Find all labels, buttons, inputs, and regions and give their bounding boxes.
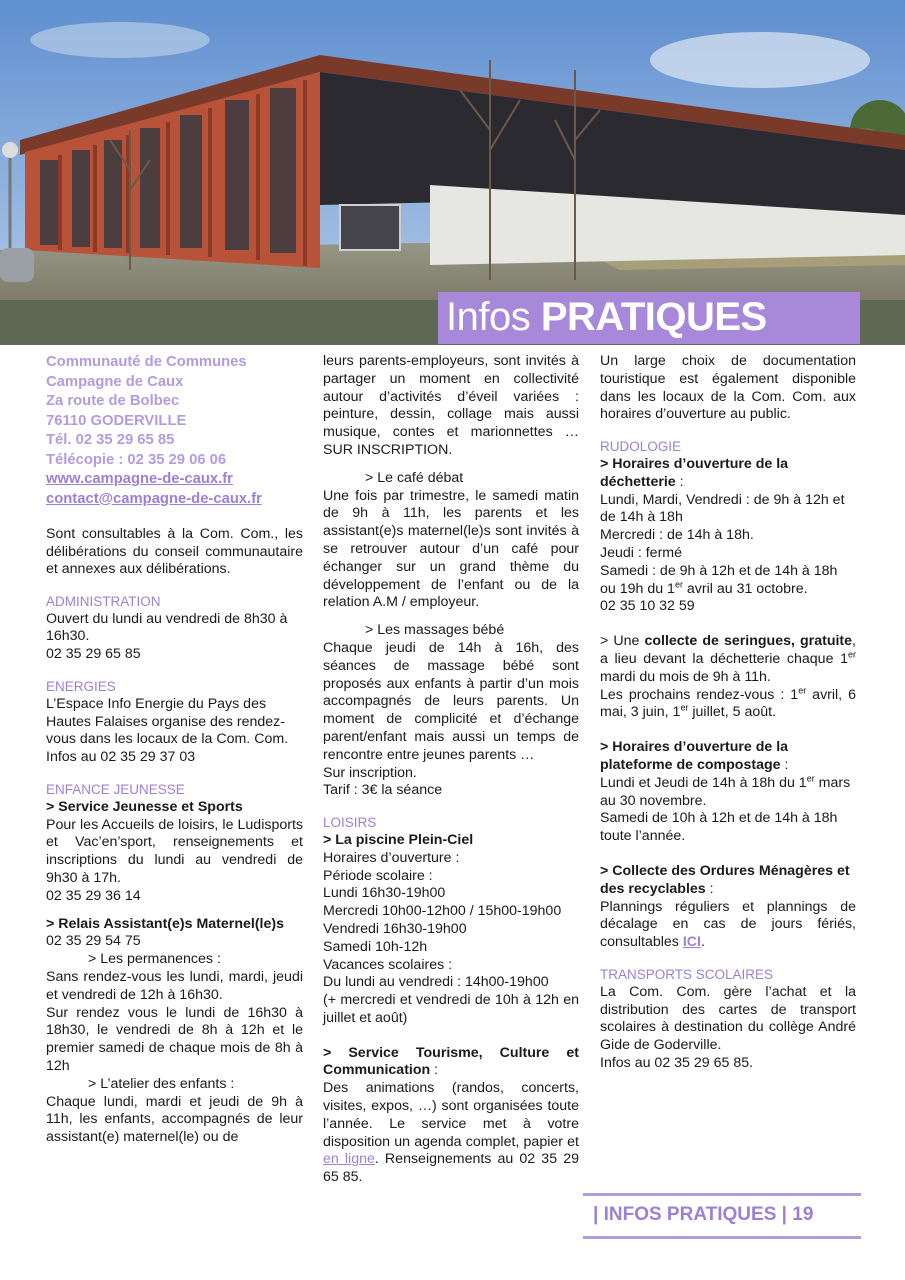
documentation-text: Un large choix de documentation touristique est également disponible dans les locaux de la Com. Com. aux horaires d’ouverture au public. — [600, 353, 856, 423]
piscine-periode: Période scolaire : — [323, 867, 433, 884]
admin-heading: ADMINISTRATION — [46, 593, 161, 609]
footer-text — [593, 1204, 813, 1226]
email-link[interactable]: contact@campagne-de-caux.fr — [46, 490, 262, 507]
piscine-h4: Samedi 10h-12h — [323, 938, 428, 955]
transports-tel: Infos au 02 35 29 65 85. — [600, 1054, 754, 1071]
rdv-c: juillet, 5 août. — [688, 704, 776, 721]
cafe-body: Une fois par trimestre, le samedi matin de 9h à 11h, les parents et les assistant(e)s maternel(le)s sont invités à se retrouver autour d’un café pour échanger sur un grand thème du développement de l’enfant ou de la relation A.M / employeur. — [323, 487, 579, 611]
compostage-1b: mars au 30 novembre. — [600, 774, 851, 809]
loisirs-heading: LOISIRS — [323, 815, 377, 831]
dechetterie-h4sup: er — [674, 578, 683, 589]
piscine-v2: (+ mercredi et vendredi de 10h à 12h en juillet et août) — [323, 992, 579, 1026]
atelier-continued: leurs parents-employeurs, sont invités à partager un moment en collectivité autour d’activités d’éveil variées : peinture, dessin, collage mais aussi musique, contes et marionnettes … SUR INSCRIPTION. — [323, 353, 579, 458]
sjs-tel: 02 35 29 36 14 — [46, 887, 141, 904]
permanences-2: Sur rendez vous le lundi de 16h30 à 18h30, le vendredi de 8h à 12h et le premier samedi de chaque mois de 8h à 12h — [46, 1004, 303, 1074]
contact-name-1: Communauté de Communes — [46, 354, 247, 370]
page-number: 19 — [792, 1204, 814, 1225]
ordures-body-text: Plannings réguliers et plannings de décalage en cas de jours fériés, consultables — [600, 898, 856, 951]
section-title — [446, 295, 767, 340]
sjs-body: Pour les Accueils de loisirs, le Ludisports et Vac’en’sport, renseignements et inscriptions du lundi au vendredi de 9h30 à 17h. — [46, 816, 303, 886]
ordures-title-line — [600, 863, 856, 899]
ram-title: > Relais Assistant(e)s Maternel(le)s — [46, 915, 284, 932]
dechetterie-h4a: Samedi : de 9h à 12h et de 14h à 18h ou 19h du 1 — [600, 562, 838, 597]
massages-title: > Les massages bébé — [365, 622, 505, 639]
section-title-light: Infos — [446, 295, 541, 339]
energies-heading: ENERGIES — [46, 678, 116, 694]
admin-hours: Ouvert du lundi au vendredi de 8h30 à 16h30. — [46, 610, 288, 645]
compostage-2: Samedi de 10h à 12h et de 14h à 18h toute l’année. — [600, 810, 838, 845]
piscine-h1: Lundi 16h30-19h00 — [323, 885, 446, 902]
piscine-title: > La piscine Plein-Ciel — [323, 831, 474, 848]
dechetterie-h2: Mercredi : de 14h à 18h. — [600, 527, 754, 544]
admin-tel: 02 35 29 65 85 — [46, 646, 141, 663]
rdv-sup2: er — [680, 702, 689, 713]
compostage-1sup: er — [806, 773, 815, 783]
massages-inscription: Sur inscription. — [323, 764, 417, 781]
ici-link[interactable]: ICI — [682, 934, 701, 951]
dechetterie-tel: 02 35 10 32 59 — [600, 598, 695, 615]
ram-tel: 02 35 29 54 75 — [46, 933, 141, 950]
dechetterie-h4 — [600, 563, 856, 599]
compostage-1a: Lundi et Jeudi de 14h à 18h du 1 — [600, 774, 807, 791]
transports-body: La Com. Com. gère l’achat et la distribution des cartes de transport scolaires à destination du collège André Gide de Goderville. — [600, 983, 856, 1054]
dechetterie-title-line — [600, 456, 856, 492]
consult-text: Sont consultables à la Com. Com., les délibérations du conseil communautaire et annexes aux délibérations. — [46, 526, 303, 578]
footer-label: | INFOS PRATIQUES | — [593, 1204, 787, 1225]
column-middle — [323, 353, 579, 1187]
contact-city: 76110 GODERVILLE — [46, 412, 187, 429]
dechetterie-h3: Jeudi : fermé — [600, 544, 683, 561]
rdv-a: Les prochains rendez-vous : 1 — [600, 686, 799, 703]
section-title-band — [438, 292, 860, 344]
piscine-horaires: Horaires d’ouverture : — [323, 849, 460, 866]
transports-heading: TRANSPORTS SCOLAIRES — [600, 966, 774, 982]
permanences-title: > Les permanences : — [88, 951, 221, 968]
dechetterie-colon: : — [675, 473, 684, 490]
ordures-title: > Collecte des Ordures Ménagères et des recyclables — [600, 862, 850, 897]
tourisme-body — [323, 1080, 579, 1187]
contact-block — [46, 353, 303, 509]
compostage-colon: : — [780, 756, 789, 773]
column-left — [46, 353, 303, 1147]
contact-tel: Tél. 02 35 29 65 85 — [46, 432, 175, 448]
piscine-h2: Mercredi 10h00-12h00 / 15h00-19h00 — [323, 903, 562, 920]
tourisme-body-a: Des animations (randos, concerts, visites, expos, …) sont organisées toute l’année. Le service met à votre disposition un agenda complet, papier et — [323, 1080, 579, 1150]
piscine-v1: Du lundi au vendredi : 14h00-19h00 — [323, 974, 549, 991]
seringues-text — [600, 633, 856, 686]
contact-fax: Télécopie : 02 35 29 06 06 — [46, 451, 227, 468]
energies-text: L’Espace Info Energie du Pays des Hautes Falaises organise des rendez-vous dans les locaux de la Com. Com. — [46, 695, 289, 748]
tourisme-title: > Service Tourisme, Culture et Communication — [323, 1044, 579, 1079]
enfance-heading: ENFANCE JEUNESSE — [46, 781, 185, 797]
rendez-vous-text — [600, 684, 856, 723]
sjs-title: > Service Jeunesse et Sports — [46, 798, 243, 815]
piscine-h3: Vendredi 16h30-19h00 — [323, 920, 467, 937]
tourisme-body-b: . Renseignements au 02 35 29 65 85. — [323, 1151, 579, 1186]
seringues-sup: er — [847, 649, 856, 660]
seringues-d: mardi du mois de 9h à 11h. — [600, 668, 771, 685]
piscine-vacances: Vacances scolaires : — [323, 956, 453, 973]
dechetterie-h4b: avril au 31 octobre. — [682, 580, 808, 597]
compostage-1 — [600, 775, 856, 811]
atelier-title: > L’atelier des enfants : — [88, 1075, 235, 1092]
rdv-sup1: er — [798, 684, 807, 695]
compostage-title-line — [600, 739, 856, 775]
cafe-title: > Le café débat — [365, 469, 464, 486]
page-footer — [583, 1193, 861, 1239]
tourisme-title-line — [323, 1045, 579, 1081]
seringues-c: , a lieu devant la déchetterie chaque 1 — [600, 633, 856, 667]
energies-tel: Infos au 02 35 29 37 03 — [46, 749, 196, 766]
contact-name-2: Campagne de Caux — [46, 373, 184, 390]
dechetterie-title: > Horaires d’ouverture de la déchetterie — [600, 455, 789, 490]
compostage-title: > Horaires d’ouverture de la plateforme de compostage — [600, 739, 789, 773]
column-right — [600, 353, 856, 1073]
atelier-body: Chaque lundi, mardi et jeudi de 9h à 11h, les enfants, accompagnés de leur assistant(e) maternel(le) ou de — [46, 1093, 303, 1146]
ordures-body — [600, 899, 856, 952]
website-link[interactable]: www.campagne-de-caux.fr — [46, 471, 233, 487]
contact-street: Za route de Bolbec — [46, 393, 180, 409]
massages-tarif: Tarif : 3€ la séance — [323, 782, 443, 799]
ordures-end: . — [700, 934, 705, 951]
permanences-1: Sans rendez-vous les lundi, mardi, jeudi et vendredi de 12h à 16h30. — [46, 968, 303, 1003]
seringues-a: > Une — [600, 633, 645, 650]
rudologie-heading: RUDOLOGIE — [600, 439, 682, 455]
en-ligne-link[interactable]: en ligne — [323, 1151, 375, 1168]
ordures-colon: : — [705, 880, 714, 897]
tourisme-colon: : — [430, 1062, 439, 1079]
section-title-bold: PRATIQUES — [540, 295, 767, 339]
massages-body: Chaque jeudi de 14h à 16h, des séances de massage bébé sont proposés aux enfants à partir d’un mois accompagnés de leurs parents. Un moment de complicité et d’échange parent/enfant mais aussi un temps de rencontre entre jeunes parents … — [323, 639, 579, 763]
rdv-b: avril, 6 mai, 3 juin, 1 — [600, 686, 856, 721]
seringues-b: collecte de seringues, gratuite — [644, 633, 853, 650]
dechetterie-h1: Lundi, Mardi, Vendredi : de 9h à 12h et de 14h à 18h — [600, 491, 845, 526]
